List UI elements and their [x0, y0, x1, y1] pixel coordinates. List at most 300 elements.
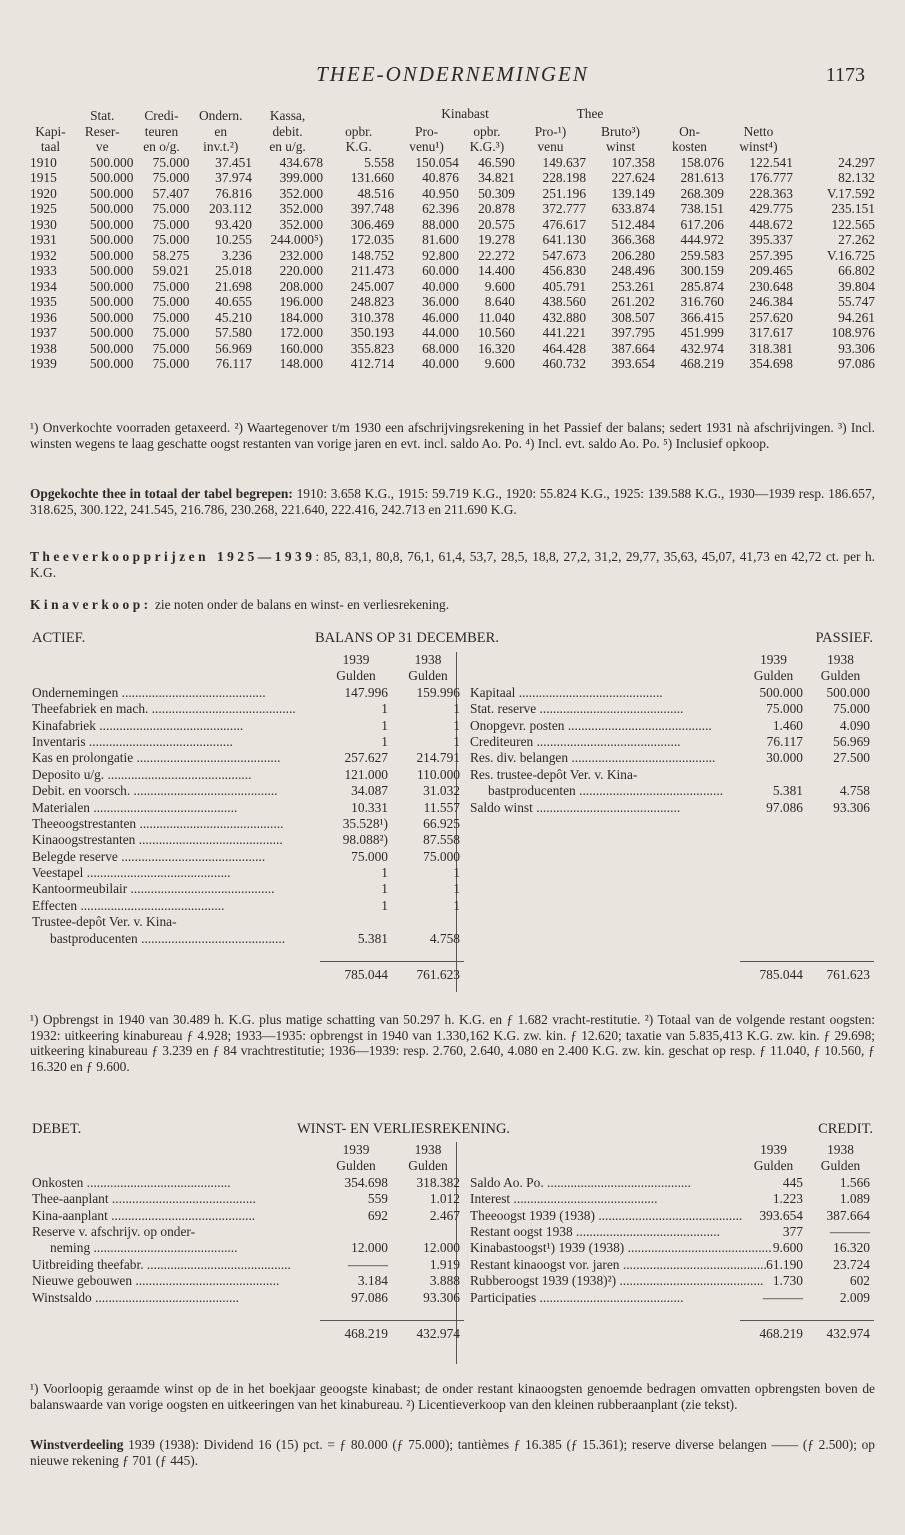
- stats-cell: 393.654: [611, 356, 656, 371]
- leader-dots: ...........................................: [594, 1207, 743, 1223]
- ledger-label: bastproducenten: [488, 783, 576, 799]
- stats-cell: 75.000: [152, 201, 190, 216]
- stats-cell: 434.678: [279, 154, 324, 170]
- ledger-label: Ondernemingen: [32, 684, 119, 700]
- stats-cell: 300.159: [680, 263, 724, 278]
- stats-cell: 317.617: [749, 325, 793, 340]
- stats-cell: 232.000: [279, 247, 324, 263]
- leader-dots: ...........................................: [133, 750, 281, 766]
- total-rule: [320, 1320, 464, 1321]
- leader-dots: ...........................................: [564, 717, 712, 733]
- stats-row: [30, 201, 875, 217]
- ledger-label: Crediteuren: [470, 733, 534, 749]
- ledger-total: 785.044: [344, 967, 388, 983]
- ledger-value: 2.009: [839, 1289, 870, 1305]
- leader-dots: ...........................................: [104, 766, 252, 782]
- ledger-label: Kinafabriek: [32, 717, 96, 733]
- ledger-label: Rubberoogst 1939 (1938)²): [470, 1273, 617, 1289]
- stats-year: 1930: [30, 216, 57, 232]
- stats-cell: 14.400: [478, 263, 515, 278]
- stats-year: 1933: [30, 263, 57, 278]
- stats-cell: 122.541: [749, 154, 793, 170]
- stats-cell: 176.777: [749, 170, 793, 185]
- ledger-year: 1939: [760, 652, 787, 667]
- ledger-row: [32, 1207, 460, 1224]
- ledger-label: Nieuwe gebouwen: [32, 1273, 133, 1289]
- ledger-value: 66.925: [423, 815, 460, 831]
- ledger-value: 1: [381, 897, 388, 913]
- ledger-value: 1.566: [839, 1174, 870, 1190]
- stats-cell: 160.000: [279, 340, 324, 356]
- stats-header-cell: opbr.: [473, 123, 501, 139]
- stats-cell: 306.469: [350, 216, 395, 232]
- leader-dots: ...........................................: [132, 1273, 280, 1289]
- ledger-row: [470, 1224, 875, 1240]
- stats-cell: V.16.725: [826, 247, 875, 263]
- balans-actief: [32, 652, 460, 983]
- ledger-total: 468.219: [344, 1326, 388, 1341]
- stats-cell: 68.000: [422, 340, 459, 356]
- stats-cell: 56.969: [215, 340, 252, 356]
- total-rule: [740, 961, 874, 962]
- ledger-year: 1939: [760, 1142, 787, 1157]
- stats-cell: 432.880: [542, 309, 587, 325]
- ledger-row: [32, 701, 460, 717]
- stats-cell: 107.358: [611, 154, 656, 170]
- stats-cell: 366.368: [611, 232, 656, 247]
- ledger-row: [470, 1175, 875, 1191]
- winstverdeeling: [30, 1437, 875, 1468]
- leader-dots: ...........................................: [107, 1207, 256, 1223]
- stats-cell: 617.206: [680, 216, 724, 232]
- ledger-value: 1.012: [429, 1191, 460, 1207]
- balans-passief-title: PASSIEF.: [815, 630, 873, 646]
- stats-header-cell: Stat.: [90, 108, 115, 123]
- ledger-row: [32, 1191, 460, 1207]
- stats-cell: 46.590: [478, 154, 515, 170]
- ledger-year: 1938: [414, 652, 442, 667]
- stats-cell: 500.000: [89, 356, 134, 371]
- stats-cell: 460.732: [542, 356, 587, 371]
- stats-cell: 432.974: [680, 340, 724, 356]
- stats-cell: 468.219: [680, 356, 724, 371]
- stats-cell: 97.086: [838, 356, 875, 371]
- stats-cell: 88.000: [422, 216, 459, 232]
- leader-dots: ...........................................: [619, 1256, 767, 1272]
- stats-cell: 352.000: [279, 216, 324, 232]
- page-title: THEE-ONDERNEMINGEN: [316, 62, 589, 86]
- ledger-value: 602: [849, 1273, 870, 1289]
- ledger-label: Restant oogst 1938: [470, 1223, 573, 1239]
- stats-cell: 5.558: [364, 154, 395, 170]
- stats-cell: 39.804: [838, 278, 875, 294]
- ledger-year: 1938: [827, 652, 854, 667]
- ledger-header: [32, 1142, 448, 1175]
- ledger-label: Restant kinaoogst vor. jaren: [470, 1256, 620, 1272]
- leader-dots: ...........................................: [572, 1223, 720, 1239]
- ledger-value: 12.000: [351, 1240, 388, 1256]
- stats-cell: 245.007: [350, 278, 395, 294]
- ledger-value: 76.117: [766, 733, 803, 749]
- stats-row: [30, 356, 875, 372]
- ledger-header: [32, 652, 448, 685]
- stats-cell: 203.112: [208, 201, 252, 216]
- stats-cell: 395.337: [749, 232, 793, 247]
- stats-cell: 318.381: [749, 340, 793, 356]
- stats-cell: 66.802: [838, 263, 875, 278]
- ledger-label: Res. trustee-depôt Ver. v. Kina-: [470, 766, 638, 782]
- stats-row: [30, 170, 875, 186]
- stats-cell: 412.714: [350, 356, 395, 371]
- ledger-total: 761.623: [416, 967, 460, 983]
- winst-debet: [32, 1142, 460, 1341]
- ledger-total: 468.219: [759, 1326, 803, 1341]
- group-thee: Thee: [576, 106, 604, 121]
- ledger-row: [470, 800, 875, 816]
- leader-dots: ...........................................: [108, 1191, 256, 1207]
- ledger-value: 30.000: [766, 750, 803, 766]
- ledger-value: 387.664: [826, 1207, 870, 1223]
- leader-dots: ...........................................: [532, 799, 681, 815]
- ledger-row: [470, 1240, 875, 1256]
- ledger-row: [470, 750, 875, 766]
- ledger-value: 97.086: [766, 799, 803, 815]
- leader-dots: ...........................................: [130, 783, 278, 799]
- stats-cell: 94.261: [838, 309, 875, 325]
- ledger-header: [470, 652, 875, 685]
- stats-cell: 248.496: [611, 263, 656, 278]
- ledger-row: [32, 914, 442, 930]
- stats-cell: 131.660: [350, 170, 395, 185]
- winstverdeeling-text: 1939 (1938): Dividend 16 (15) pct. = ƒ 80.000 (ƒ 75.000); tantièmes ƒ 16.385 (ƒ 15.361); reserve diverse belangen —— (ƒ 2.500); op nieuwe rekening ƒ 701 (ƒ 445).: [30, 1437, 875, 1468]
- stats-cell: 308.507: [611, 309, 656, 325]
- stats-row: [30, 155, 875, 171]
- ledger-row: [32, 750, 460, 766]
- ledger-label: Participaties: [470, 1289, 537, 1305]
- ledger-label: Debit. en voorsch.: [32, 783, 131, 799]
- ledger-row: [470, 701, 875, 717]
- ledger-row: [32, 865, 460, 881]
- ledger-label: Kantoormeubilair: [32, 881, 128, 897]
- ledger-value: 3.184: [357, 1273, 388, 1289]
- stats-cell: 246.384: [749, 294, 793, 309]
- stats-cell: 476.617: [542, 216, 587, 232]
- stats-cell: 220.000: [279, 263, 324, 278]
- stats-cell: 81.600: [422, 232, 459, 247]
- stats-year: 1934: [30, 278, 57, 294]
- stats-cell: 184.000: [279, 309, 324, 325]
- stats-cell: 20.878: [478, 201, 515, 216]
- ledger-value: 98.088²): [342, 832, 388, 848]
- stats-cell: 235.151: [831, 201, 875, 216]
- stats-header-cell: winst⁴): [739, 139, 778, 154]
- stats-row: [30, 232, 875, 248]
- ledger-value: 75.000: [351, 848, 388, 864]
- ledger-value: 257.627: [344, 750, 388, 766]
- ledger-value: 56.969: [833, 733, 870, 749]
- stats-cell: 172.035: [350, 232, 395, 247]
- stats-cell: 257.620: [749, 309, 793, 325]
- stats-cell: 60.000: [422, 263, 459, 278]
- stats-cell: V.17.592: [826, 185, 875, 201]
- ledger-label: Kinaoogstrestanten: [32, 832, 136, 848]
- opgekochte-label: Opgekochte thee in totaal der tabel begrepen:: [30, 486, 293, 501]
- stats-cell: 261.202: [611, 294, 656, 309]
- stats-cell: 40.000: [422, 278, 459, 294]
- stats-header-cell: Credi-: [144, 108, 179, 123]
- stats-cell: 500.000: [89, 216, 134, 232]
- winst-title: WINST- EN VERLIESREKENING.: [297, 1121, 511, 1137]
- ledger-value: 35.528¹): [342, 815, 388, 831]
- balans-actief-title: ACTIEF.: [32, 630, 86, 646]
- ledger-value: 2.467: [429, 1207, 460, 1223]
- stats-cell: 148.000: [279, 356, 324, 371]
- stats-cell: 641.130: [542, 232, 587, 247]
- stats-cell: 75.000: [152, 325, 190, 340]
- ledger-label: Inventaris: [32, 733, 86, 749]
- group-kinabast: Kinabast: [441, 106, 489, 121]
- ledger-unit: Gulden: [753, 668, 794, 684]
- ledger-row: [32, 717, 460, 734]
- stats-cell: 149.637: [542, 154, 587, 170]
- ledger-total: 785.044: [759, 967, 803, 983]
- leader-dots: ...........................................: [510, 1191, 658, 1207]
- ledger-row: [32, 848, 460, 865]
- ledger-value: 1: [453, 897, 460, 913]
- ledger-value: 1: [381, 717, 388, 733]
- ledger-value: 5.381: [772, 783, 803, 799]
- stats-header-cell: en u/g.: [269, 139, 306, 154]
- leader-dots: ...........................................: [127, 881, 275, 897]
- ledger-value: 393.654: [759, 1207, 803, 1223]
- stats-cell: 196.000: [279, 294, 324, 309]
- stats-cell: 310.378: [350, 309, 395, 325]
- stats-cell: 464.428: [542, 340, 587, 356]
- ledger-value: 1: [381, 701, 388, 717]
- ledger-value: 93.306: [833, 799, 870, 815]
- leader-dots: ...........................................: [533, 733, 681, 749]
- stats-cell: 354.698: [749, 356, 793, 371]
- total-rule: [320, 961, 464, 962]
- stats-cell: 75.000: [152, 170, 190, 185]
- ledger-label: Res. div. belangen: [470, 750, 569, 766]
- stats-cell: 58.275: [152, 247, 190, 263]
- stats-cell: 40.950: [422, 185, 459, 201]
- ledger-row: [32, 881, 460, 897]
- stats-cell: 75.000: [152, 340, 190, 356]
- stats-cell: 57.407: [152, 185, 190, 201]
- ledger-row: [470, 685, 875, 701]
- ledger-value: 9.600: [772, 1240, 803, 1256]
- stats-cell: 19.278: [478, 232, 515, 247]
- theeverkoop-label: Theeverkoopprijzen 1925—1939: [30, 549, 316, 564]
- stats-cell: 500.000: [89, 325, 134, 340]
- ledger-value: 5.381: [357, 930, 388, 946]
- stats-cell: 46.000: [422, 309, 459, 325]
- stats-cell: 22.272: [478, 247, 515, 263]
- ledger-value: 34.087: [351, 783, 388, 799]
- stats-cell: 27.262: [838, 232, 875, 247]
- stats-cell: 75.000: [152, 278, 190, 294]
- stats-cell: 352.000: [279, 201, 324, 216]
- ledger-label: Theefabriek en mach.: [32, 701, 149, 717]
- stats-header-cell: On-: [679, 123, 700, 139]
- stats-cell: 397.748: [350, 201, 395, 216]
- ledger-value: 354.698: [344, 1174, 388, 1190]
- ledger-label: Winstsaldo: [32, 1289, 92, 1305]
- stats-cell: 633.874: [611, 201, 656, 216]
- ledger-value: 16.320: [833, 1240, 870, 1256]
- ledger-value: 1.730: [772, 1273, 803, 1289]
- stats-cell: 441.221: [542, 325, 587, 340]
- stats-cell: 355.823: [350, 340, 395, 356]
- stats-cell: 40.655: [215, 294, 252, 309]
- stats-header-cell: en: [214, 123, 228, 139]
- leader-dots: ...........................................: [83, 865, 231, 881]
- ledger-label: Theeoogstrestanten: [32, 815, 137, 831]
- stats-cell: 57.580: [215, 325, 252, 340]
- ledger-value: 87.558: [423, 832, 460, 848]
- stats-cell: 547.673: [542, 247, 587, 263]
- ledger-value: 377: [782, 1223, 803, 1239]
- ledger-value: 559: [367, 1191, 388, 1207]
- stats-header-row: [30, 108, 875, 124]
- stats-year: 1915: [30, 170, 57, 185]
- stats-header-cell: [586, 108, 655, 124]
- stats-header-cell: [323, 108, 394, 124]
- stats-cell: 11.040: [478, 309, 515, 325]
- ledger-row: [32, 1289, 460, 1306]
- stats-header-cell: Ondern.: [198, 108, 243, 123]
- ledger-label: Reserve v. afschrijv. op onder-: [32, 1223, 196, 1239]
- stats-cell: 75.000: [152, 294, 190, 309]
- stats-cell: 75.000: [152, 356, 190, 371]
- ledger-row: [470, 1208, 875, 1224]
- stats-year: 1925: [30, 201, 57, 216]
- ledger-label: Stat. reserve: [470, 701, 537, 717]
- leader-dots: ...........................................: [83, 1174, 231, 1190]
- stats-year: 1936: [30, 309, 57, 325]
- ledger-value: 1: [453, 701, 460, 717]
- leader-dots: ...........................................: [91, 1289, 240, 1305]
- stats-header-cell: [724, 108, 793, 124]
- stats-header-cell: K.G.³): [469, 139, 505, 154]
- ledger-value: 10.331: [351, 799, 388, 815]
- ledger-label: Interest: [470, 1191, 511, 1207]
- ledger-value: 1: [381, 881, 388, 897]
- stats-cell: 75.000: [152, 309, 190, 325]
- statistics-footnote: ¹) Onverkochte voorraden getaxeerd. ²) Waartegenover t/m 1930 een afschrijvingsrekening in het Passief der balans; sedert 1931 nà afschrijvingen. ³) Incl. winsten wegens te laag geschatte oogst restanten van vorige jaren en evt. incl. saldo Ao. Po. ⁴) Incl. evt. saldo Ao. Po. ⁵) Inclusief opkoop.: [30, 420, 875, 451]
- stats-cell: 350.193: [350, 325, 395, 340]
- ledger-label: Theeoogst 1939 (1938): [470, 1207, 595, 1223]
- stats-cell: 82.132: [838, 170, 875, 185]
- ledger-year: 1938: [414, 1142, 442, 1157]
- ledger-label: Effecten: [32, 897, 78, 913]
- stats-header-cell: K.G.: [345, 139, 372, 154]
- ledger-value: 692: [367, 1207, 388, 1223]
- stats-header-cell: inv.t.²): [203, 139, 239, 154]
- ledger-value: 23.724: [833, 1256, 870, 1272]
- stats-cell: 372.777: [542, 201, 587, 216]
- stats-cell: 500.000: [89, 170, 134, 185]
- ledger-unit: Gulden: [336, 668, 376, 684]
- ledger-value: 500.000: [759, 684, 803, 700]
- stats-header-cell: kosten: [672, 139, 707, 154]
- stats-row: [30, 294, 875, 310]
- ledger-value: 1: [453, 881, 460, 897]
- ledger-value: 4.758: [839, 783, 870, 799]
- ledger-value: 31.032: [423, 783, 460, 799]
- ledger-value: 121.000: [344, 766, 388, 782]
- ledger-row: [470, 1191, 875, 1207]
- stats-cell: 248.823: [350, 294, 395, 309]
- ledger-value: 4.090: [839, 717, 870, 733]
- ledger-value: 75.000: [423, 848, 460, 864]
- stats-cell: 3.236: [221, 247, 252, 263]
- stats-cell: 37.451: [215, 154, 252, 170]
- stats-cell: 208.000: [279, 278, 324, 294]
- ledger-row: [470, 783, 875, 799]
- stats-cell: 512.484: [611, 216, 656, 232]
- stats-cell: 500.000: [89, 232, 134, 247]
- ledger-year: 1939: [342, 652, 370, 667]
- stats-cell: 405.791: [542, 278, 587, 294]
- leader-dots: ...........................................: [543, 1174, 691, 1190]
- stats-cell: 172.000: [279, 325, 324, 340]
- ledger-label: Onkosten: [32, 1174, 84, 1190]
- winst-debet-title: DEBET.: [32, 1121, 82, 1137]
- ledger-value: 318.382: [416, 1174, 460, 1190]
- ledger-value: 1.919: [429, 1256, 460, 1272]
- ledger-value: 500.000: [826, 684, 870, 700]
- stats-cell: 148.752: [350, 247, 395, 263]
- stats-header-cell: [459, 108, 515, 124]
- stats-cell: 40.000: [422, 356, 459, 371]
- stats-cell: 227.624: [611, 170, 656, 185]
- stats-cell: 150.054: [415, 154, 459, 170]
- stats-row: [30, 341, 875, 357]
- ledger-value: 97.086: [351, 1289, 388, 1305]
- stats-cell: 75.000: [152, 216, 190, 232]
- stats-cell: 16.320: [478, 340, 515, 356]
- stats-header-cell: [30, 108, 71, 124]
- ledger-label: neming: [50, 1240, 91, 1256]
- stats-cell: 8.640: [484, 294, 515, 309]
- stats-cell: 34.821: [478, 170, 515, 185]
- ledger-header: [470, 1142, 875, 1175]
- ledger-label: Onopgevr. posten: [470, 717, 565, 733]
- ledger-value: 1: [453, 733, 460, 749]
- ledger-row: [32, 897, 460, 914]
- ledger-value: 1: [381, 733, 388, 749]
- stats-header-cell: en o/g.: [143, 139, 180, 154]
- stats-year: 1920: [30, 185, 57, 201]
- stats-cell: 48.516: [357, 185, 395, 201]
- stats-cell: 44.000: [422, 325, 459, 340]
- ledger-unit: Gulden: [336, 1158, 376, 1174]
- ledger-label: Veestapel: [32, 865, 84, 881]
- stats-year: 1939: [30, 356, 57, 371]
- ledger-value: 214.791: [416, 750, 460, 766]
- statistics-table: [30, 108, 875, 372]
- stats-header-cell: [655, 108, 724, 124]
- ledger-label: Materialen: [32, 799, 90, 815]
- ledger-label: Kas en prolongatie: [32, 750, 134, 766]
- ledger-row: [32, 815, 460, 832]
- stats-header-cell: Pro-: [415, 123, 439, 139]
- stats-cell: 387.664: [611, 340, 656, 356]
- stats-header-cell: venu: [537, 139, 564, 154]
